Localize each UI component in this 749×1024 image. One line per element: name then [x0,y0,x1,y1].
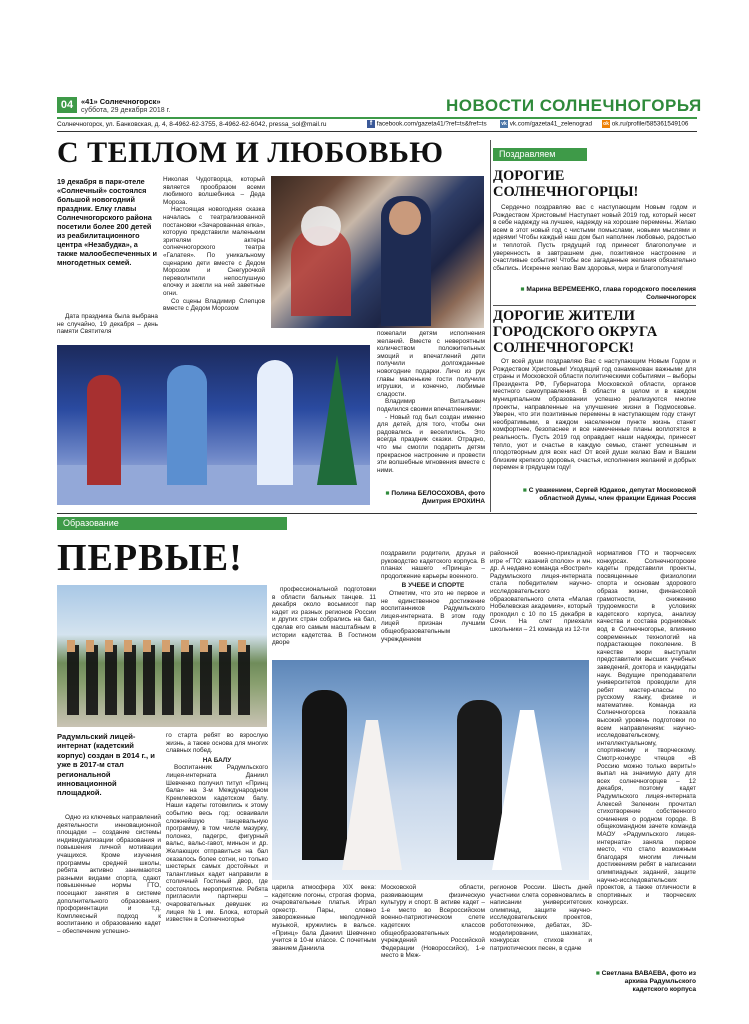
contacts-line: Солнечногорск, ул. Банковская, д. 4, 8-4962-62-3755, 8-4962-62-6042, pressa_sol@mail.ru [57,121,327,128]
article1-col1: Дата праздника была выбрана не случайно, 19 декабря – день памяти Святителя [57,313,158,336]
header-rule-bottom [57,131,697,132]
article1-signature: ■ Полина БЕЛОСОХОВА, фото Дмитрия ЕРОХИНА [385,490,485,505]
page-number-badge [57,97,77,113]
article2-col2-bottom: го старта ребят во взрослую жизнь, а также основа для многих славных побед. НА БАЛУ Воспитанник Радумльского лицея-интерната Даниил Шевченко получил титул «Принц бала» на 3-м Международном Кремлевском кадетском балу. Наши кадеты готовились к этому событию весь год: осваивали сложнейшую танцевальную программу, в том числе мазурку, полонез, падегрс, фигурный вальс, вальс-гавот, миньон и др. Желающих отправиться на бал оказалось более сотни, но только шестерых самых достойных и талантливых кадет направили в столичный Гостиный двор, где состоялось мероприятие. Ребята пригласили партнерш – очаровательных девушек из лицея №1 им. Блока, который известен в Солнечногорье [166,732,268,924]
sidebar-frame [490,140,491,512]
article2-signature: ■ Светлана ВАВАЕВА, фото из архива Радумльского кадетского корпуса [595,970,696,993]
facebook-icon: f [367,120,375,128]
sidebar-text2: От всей души поздравляю Вас с наступающим Новым Годом и Рождеством Христовым! Уходящий год ознаменован важными для страны и Московской области политическими событиями – выборы Президента РФ, Губернатора Московской области, органов местного самоуправления. В области в целом и в каждом муниципальном образовании успешно реализуются многие проекты, направленные на улучшение жизни в Подмосковье. Уверен, что эти позитивные перемены в наступающем году станут необратимыми, в каждом населенном пункте жизнь станет комфортнее, безопаснее и все намеченные планы воплотятся в реальность. Пусть 2019 год оправдает наши надежды, принесет тепло, уют и счастье в каждую семью, станет успешным и плодотворным для всех нас! От всей души желаю Вам и Вашим близким крепкого здоровья, счастья, исполнения желаний и добрых перемен в грядущем году! [493,358,696,472]
article2-col4-top: районной военно-прикладной игре «ГТО: казачий сполох» и мн. др. А недавно команда «Вострел» Радумльского лицея-интерната стала победителем научно-исследовательского образовательного слета «Малая Нобелевская академия», который проходил с 10 по 15 декабря в Сочи. На слет приехали школьники – 21 команда из 12-ти [490,550,592,633]
article1-title: С ТЕПЛОМ И ЛЮБОВЬЮ [57,136,444,169]
article2-title: ПЕРВЫЕ! [57,537,243,579]
photo-cadets [57,585,267,727]
article1-col2: Николая Чудотворца, который является прообразом всеми любимого волшебника – Деда Мороза. Настоящая новогодняя сказка началась с театрализованной постановки «Зачарованная елка», которую представили маленьким зрителям актеры солнечногорского театра «Галатея». По уникальному сценарию дети вместе с Дедом Морозом и Снегурочкой переволнтили непослушную елочку и зажгли на ней заветные огни. Со сцены Владимир Слепцов вместе с Дедом Морозом [163,176,265,313]
photo-santa-children [271,176,484,328]
square-bullet-icon: ■ [522,487,527,494]
facebook-link[interactable]: f facebook.com/gazeta41/?ref=ts&fref=ts [367,120,487,128]
article2-col2-top: профессиональной подготовки в области бальных танцев. 11 декабря около восьмисот пар кадет из разных регионов России и других стран собрались на бал, сделав его самым масштабным в истории кадетства. В Гостином дворе [272,586,376,647]
ok-icon: ok [603,121,609,127]
sidebar-sig1: ■ Марина ВЕРЕМЕЕНКО, глава городского поселения Солнечногорск [520,286,696,301]
ok-link[interactable]: ok ok.ru/profile/585361549106 [603,120,689,128]
article2-col3-top: поздравили родители, друзья и руководство кадетского корпуса. В планах нашего «Принца» – продолжение карьеры военного. В УЧЕБЕ И СПОРТЕ Отметим, что это не первое и не единственное достижение воспитанников Радумльского лицея-интерната. В этом году лицей признан лучшим общеобразовательным учреждением [381,550,485,643]
article2-bottom-col4: регионов России. Шесть дней участники слета соревновались в написании университетских олимпиад, защите научно-исследовательских проектов, робототехнике, дебатах, 3D-моделировании, шахматах, конкурсах стихов и патриотических песен, в сдаче [490,884,592,952]
article2-lead: Радумльский лицей-интернат (кадетский корпус) создан в 2014 г., и уже в 2017-м стал региональной инновационной площадкой. [57,732,155,798]
page-number: 04 [60,99,74,111]
issue-date: суббота, 29 декабря 2018 г. [81,107,171,114]
sidebar-title1: ДОРОГИЕ СОЛНЕЧНОГОРЦЫ! [493,168,639,200]
article1-lead: 19 декабря в парк-отеле «Солнечный» состоялся большой новогодний праздник. Елку главы Солнечногорского района посетили более 200 детей из реабилитационного центра «Незабудка», а также малообеспеченных и многодетных семей. [57,177,157,267]
article2-col1: Одно из ключевых направлений деятельности инновационной площадки – создание системы индивидуализации образования и повышения личной мотивации учащихся. Кроме изучения программы средней школы, ребята активно занимаются разными видами спорта, сдают повышенные нормы ГТО, посещают занятия в системе дополнительного образования, профориентации и т.д. Комплексный подход к воспитанию и образованию кадет – обеспечение успешно- [57,814,161,935]
square-bullet-icon: ■ [520,286,525,293]
sidebar-text1: Сердечно поздравляю вас с наступающим Новым годом и Рождеством Христовым! Наступает новый 2019 год, который несет в себе надежду на лучшее, надежду на хорошие перемены. Желаю всем в этот новый год с чистыми помыслами, новыми мыслями и идеями! Чтобы каждый наш дом был наполнен любовью, радостью и теплотой. Пусть грядущий год принесет благополучие и уверенность в завтрашнем дне, позитивное настроение и счастливые события! Чтобы все загаданные желания обязательно сбылись. Искренне желаю Вам здоровья, мира и благополучия! [493,204,696,272]
education-label: Образование [57,517,287,530]
vk-link[interactable]: vk vk.com/gazeta41_zelenograd [501,120,593,128]
paper-name: «41» Солнечногорск» [81,97,161,106]
sidebar-label: Поздравляем [493,148,587,161]
sidebar-sig2: ■ С уважением, Сергей Юдаков, депутат Московской областной Думы, член фракции Единая Россия [522,487,696,502]
photo-stage-performance [57,345,370,505]
article1-col3: пожелали детям исполнения желаний. Вместе с невероятным количеством положительных эмоций и впечатлений дети получили долгожданные новогодние подарки. Личо из рук главы маленькие гости получили игрушки, и конечно, любимые сладости. Владимир Витальевич поделился своими впечатлениями: - Новый год был создан именно для детей, для того, чтобы они радовались и веселились. Это всегда праздник сказки. Отрадно, что мы смогли подарить детям прекрасное настроение и провести эти волшебные мгновения вместе с ними. [377,330,485,474]
section-rule [57,513,697,514]
header-rule [57,117,697,119]
vk-icon: vk [501,121,507,127]
article2-col5: нормативов ГТО и творческих конкурсах. Солнечногорские кадеты представили проекты, посвященные физиологии спорта и основам здорового образа жизни, финансовой грамотности, снижению трудоемкости в условиях кадетского корпуса, анализу качества и состава родниковых вод в Солнечногорье, влиянию современных технологий на подрастающее поколение. В качестве жюри выступали представители высших учебных заведений, доктора и кандидаты наук. Ведущие преподаватели университетов проводили для ребят мастер-классы по русскому языку, физике и математике. Команда из Солнечногорска показала высокий уровень подготовки по всем направлениям: научно-исследовательскому, интеллектуальному, спортивному и творческому. Смотр-конкурс чтецов «В Россию можно только верить!» выпал на значимую дату для всех солнечногорцев – 12 декабря, поэтому кадет Радумльского лицея-интерната Алексей Зеленкин прочитал стихотворение собственного сочинения о родном городе. В общекомандном зачете команда МАОУ «Радумльского лицея-интерната» заняла первое место, что стало возможным благодаря многим личным достижениям ребят в написании олимпиадных заданий, защите научно-исследовательских проектов, а также отличности в спортивных и творческих конкурсах. [597,550,696,907]
article2-bottom-col3: Московской области, развивающим физическую культуру и спорт. В активе кадет – 1-е место во Всероссийском военно-патриотическом слете кадетских классов общеобразовательных учреждений Российской Федерации (Новороссийск), 1-е место в Меж- [381,884,485,960]
square-bullet-icon: ■ [595,970,600,977]
masthead: НОВОСТИ СОЛНЕЧНОГОРЬЯ [446,96,702,115]
sidebar-divider [493,305,696,306]
sidebar-title2: ДОРОГИЕ ЖИТЕЛИ ГОРОДСКОГО ОКРУГА СОЛНЕЧНОГОРСК! [493,308,658,356]
article2-bottom-col2: царила атмосфера XIX века: кадетские погоны, строгая форма, очаровательные платья. Играл оркестр. Пары, словно завороженные мелодичной музыкой, кружились в вальсе. «Принц» бала Даниил Шевченко учится в 10-м классе. С почетным званием Даниила [272,884,376,952]
photo-ball-dance [272,660,589,880]
square-bullet-icon: ■ [385,490,390,497]
